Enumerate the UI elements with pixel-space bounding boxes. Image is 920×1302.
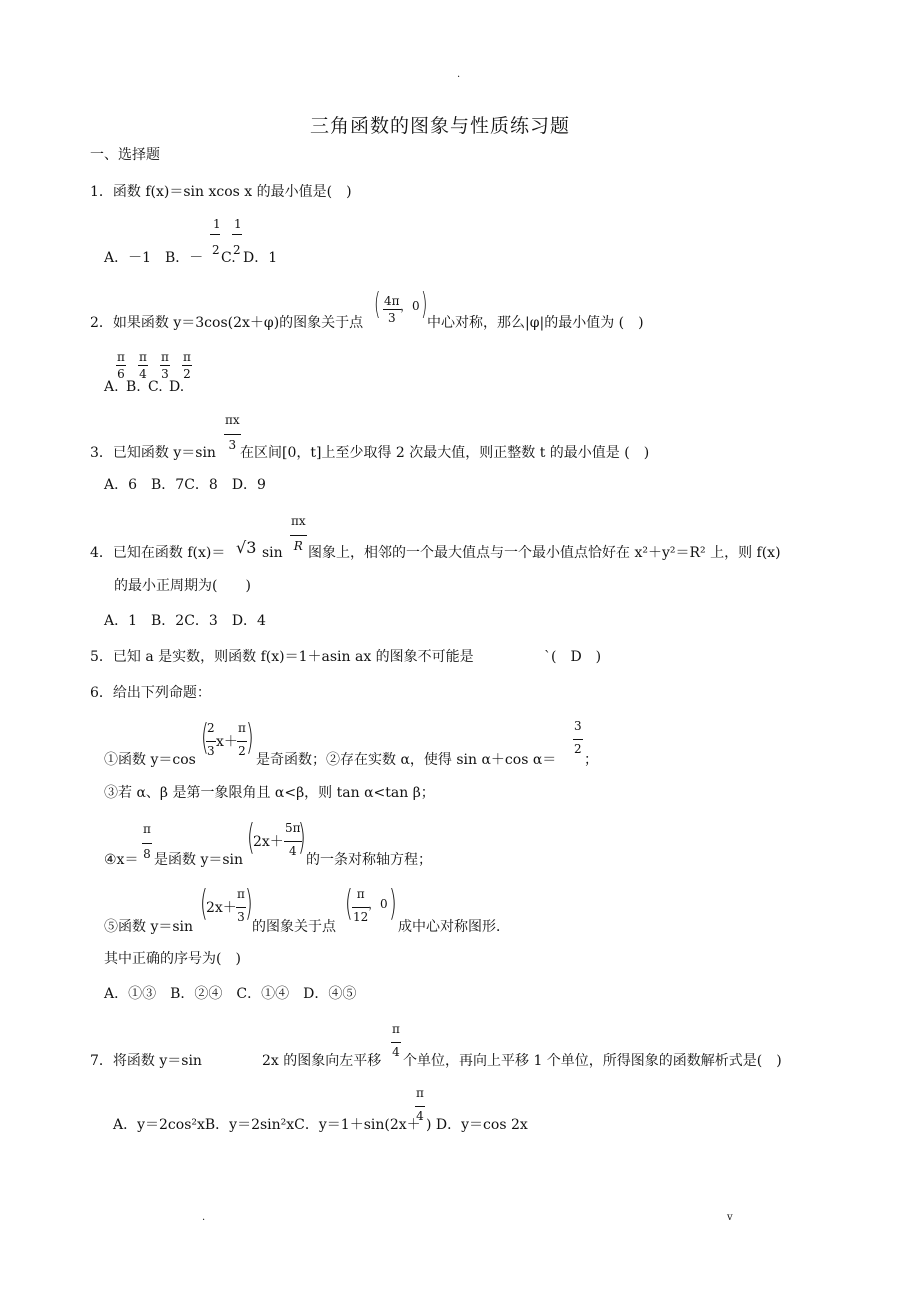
question-6-item5-mid: 的图象关于点	[252, 919, 336, 935]
question-1-frac-bar-b	[210, 234, 220, 235]
question-6-item1-bar	[206, 741, 216, 742]
question-6-item2-num: 3	[574, 719, 582, 733]
question-2-point-frac	[383, 295, 401, 324]
question-1-option-d: D．1	[243, 250, 278, 266]
question-6-item5-rparen: )	[245, 883, 253, 924]
question-6-item5-point-tail: ，0	[368, 897, 388, 911]
question-1-frac-num-b: 1	[213, 217, 221, 231]
question-1-frac-den-c: 2	[233, 243, 241, 257]
question-7-option-d: ) D．y＝cos 2x	[426, 1117, 528, 1133]
question-2-opt-b-label: B.	[126, 379, 141, 395]
question-6-item4-inner-num: 5π	[285, 821, 301, 835]
question-4-options: A．1 B．2C．3 D．4	[104, 613, 266, 629]
question-4-sqrt: √3	[236, 538, 257, 557]
question-2-opt-b-frac	[138, 351, 148, 380]
question-6-item1-prefix: ①函数 y＝cos	[104, 752, 196, 768]
header-dot: .	[457, 69, 461, 80]
question-2-point-bar	[383, 309, 401, 310]
question-7-opt-bar	[415, 1106, 425, 1107]
question-1-frac-num-c: 1	[234, 217, 242, 231]
question-6-item2-frac	[573, 720, 583, 755]
question-2-left-paren: (	[374, 287, 381, 322]
question-3-frac-num: πx	[225, 413, 240, 427]
question-4-frac-den: R	[293, 539, 303, 553]
question-2-opt-c-frac	[160, 351, 170, 380]
section-heading: 一、选择题	[90, 147, 160, 163]
question-6-item4-frac	[142, 823, 152, 860]
question-6-options: A．①③ B．②④ C．①④ D．④⑤	[104, 986, 357, 1002]
question-6-item5-point-den: 12	[353, 910, 369, 924]
question-6-item1-den: 3	[207, 744, 215, 758]
question-2-opt-d-frac	[182, 351, 192, 380]
question-6-item5-suffix: 成中心对称图形．	[398, 919, 510, 935]
question-6-item1-rparen: )	[246, 717, 254, 758]
question-7-stem-suffix: 个单位，再向上平移 1 个单位，所得图象的函数解析式是( )	[403, 1053, 782, 1069]
question-7-stem-mid: 2x 的图象向左平移	[262, 1053, 382, 1069]
question-6-item1-frac	[206, 722, 216, 757]
question-2-opt-d-den: 2	[183, 367, 191, 381]
question-7-bar	[391, 1042, 401, 1043]
question-3-stem-suffix: 在区间[0，t]上至少取得 2 次最大值，则正整数 t 的最小值是 ( )	[240, 445, 650, 461]
question-6-item3: ③若 α、β 是第一象限角且 α<β，则 tan α<tan β；	[104, 785, 435, 801]
question-2-opt-a-num: π	[117, 350, 125, 364]
question-2-point-den: 3	[387, 311, 396, 325]
question-7-opt-num: π	[416, 1086, 424, 1100]
question-6-item1-lparen: (	[201, 717, 209, 758]
question-5-stem: 5．已知 a 是实数，则函数 f(x)＝1＋asin ax 的图象不可能是	[90, 649, 474, 665]
question-6-item5-inner: 2x＋	[206, 900, 237, 916]
question-2-stem-prefix: 2．如果函数 y＝3cos(2x＋φ)的图象关于点	[90, 315, 364, 331]
question-6-item4-bar	[142, 843, 152, 844]
question-6-ask: 其中正确的序号为( )	[104, 951, 241, 967]
question-4-stem-suffix: 图象上，相邻的一个最大值点与一个最小值点恰好在 x²＋y²＝R² 上，则 f(x)	[308, 545, 781, 561]
question-2-point-tail: ，0	[400, 299, 420, 313]
question-6-item4-inner: 2x＋	[253, 834, 284, 850]
question-3-frac-bar	[224, 434, 241, 435]
question-6-item2-end: ；	[584, 752, 598, 768]
page-title: 三角函数的图象与性质练习题	[310, 115, 571, 137]
question-2-opt-a-den: 6	[117, 367, 125, 381]
question-6-item4-num: π	[143, 822, 151, 836]
question-6-item1-num: 2	[207, 721, 215, 735]
question-2-opt-b-num: π	[139, 350, 147, 364]
question-2-opt-d-num: π	[183, 350, 191, 364]
question-7-frac	[391, 1023, 401, 1058]
question-6-item1-pi-den: 2	[238, 744, 246, 758]
question-3-options: A．6 B．7C．8 D．9	[104, 477, 266, 493]
question-2-opt-a-frac	[116, 351, 126, 380]
question-6-intro: 6．给出下列命题：	[90, 685, 211, 701]
question-6-item4-inner-den: 4	[288, 844, 297, 858]
question-6-item4-suffix: 的一条对称轴方程；	[306, 852, 432, 868]
question-2-opt-a-bar	[116, 365, 126, 366]
question-6-item5-inner-num: π	[237, 887, 245, 901]
question-6-item5-point-num: π	[356, 887, 365, 901]
question-6-item4-prefix: ④x＝	[104, 852, 139, 868]
question-7-num: π	[392, 1022, 400, 1036]
footer-right-mark: v	[727, 1212, 733, 1223]
question-1-frac-bar-c	[232, 234, 242, 235]
question-2-point-num: 4π	[384, 294, 400, 308]
question-2-opt-c-bar	[160, 365, 170, 366]
question-4-stem-prefix: 4．已知在函数 f(x)＝	[90, 545, 226, 561]
question-1-stem: 1．函数 f(x)＝sin xcos x 的最小值是( )	[90, 184, 352, 200]
question-2-opt-d-label: D.	[169, 379, 185, 395]
question-2-right-paren: )	[421, 287, 428, 322]
question-2-opt-c-den: 3	[161, 367, 169, 381]
question-6-item1-suffix: 是奇函数；②存在实数 α，使得 sin α＋cos α＝	[256, 752, 557, 768]
question-2-opt-c-label: C.	[148, 379, 163, 395]
question-6-item5-point-frac	[352, 888, 369, 923]
question-4-frac	[290, 515, 307, 552]
question-6-item4-rparen: )	[298, 817, 306, 858]
question-7-stem-prefix: 7．将函数 y＝sin	[90, 1053, 202, 1069]
footer-left-dot: .	[202, 1212, 206, 1223]
question-6-item4-den: 8	[143, 847, 151, 861]
question-3-stem-prefix: 3．已知函数 y＝sin	[90, 445, 216, 461]
question-1-options: A．－1 B．－	[104, 250, 204, 266]
question-4-stem-line2: 的最小正周期为( )	[114, 578, 251, 594]
question-6-item5-prefix: ⑤函数 y＝sin	[104, 919, 194, 935]
question-6-item1-mid: x＋	[216, 734, 238, 750]
question-6-item4-mid: 是函数 y＝sin	[154, 852, 244, 868]
question-3-frac-den: 3	[228, 438, 237, 452]
question-1-option-c: C.	[221, 250, 236, 266]
question-1-frac-den-b: 2	[212, 243, 220, 257]
question-2-opt-d-bar	[182, 365, 192, 366]
question-7-den: 4	[392, 1045, 400, 1059]
question-2-opt-a-label: A.	[104, 379, 119, 395]
question-2-stem-suffix: 中心对称，那么|φ|的最小值为 ( )	[427, 315, 644, 331]
question-4-sin: sin	[262, 545, 283, 561]
question-6-item5-inner-den: 3	[237, 910, 245, 924]
question-7-options: A．y＝2cos²xB．y＝2sin²xC．y＝1＋sin(2x＋	[113, 1117, 421, 1133]
question-6-item5-point-bar	[352, 907, 369, 908]
question-6-item4-lparen: (	[247, 817, 255, 858]
question-6-item5-p-rparen: )	[389, 883, 397, 924]
question-2-opt-c-num: π	[161, 350, 169, 364]
question-6-item5-p-lparen: (	[345, 883, 353, 924]
question-6-item5-lparen: (	[200, 883, 208, 924]
question-7-opt-den: 4	[416, 1109, 424, 1123]
question-6-item2-bar	[573, 739, 583, 740]
question-6-item2-den: 2	[574, 742, 582, 756]
question-2-opt-b-bar	[138, 365, 148, 366]
question-4-frac-num: πx	[291, 514, 306, 528]
question-3-frac	[224, 414, 241, 451]
question-6-item1-pi: π	[238, 721, 246, 735]
question-2-opt-b-den: 4	[139, 367, 147, 381]
question-5-answer: `( D )	[544, 649, 602, 665]
question-4-frac-bar	[290, 535, 307, 536]
